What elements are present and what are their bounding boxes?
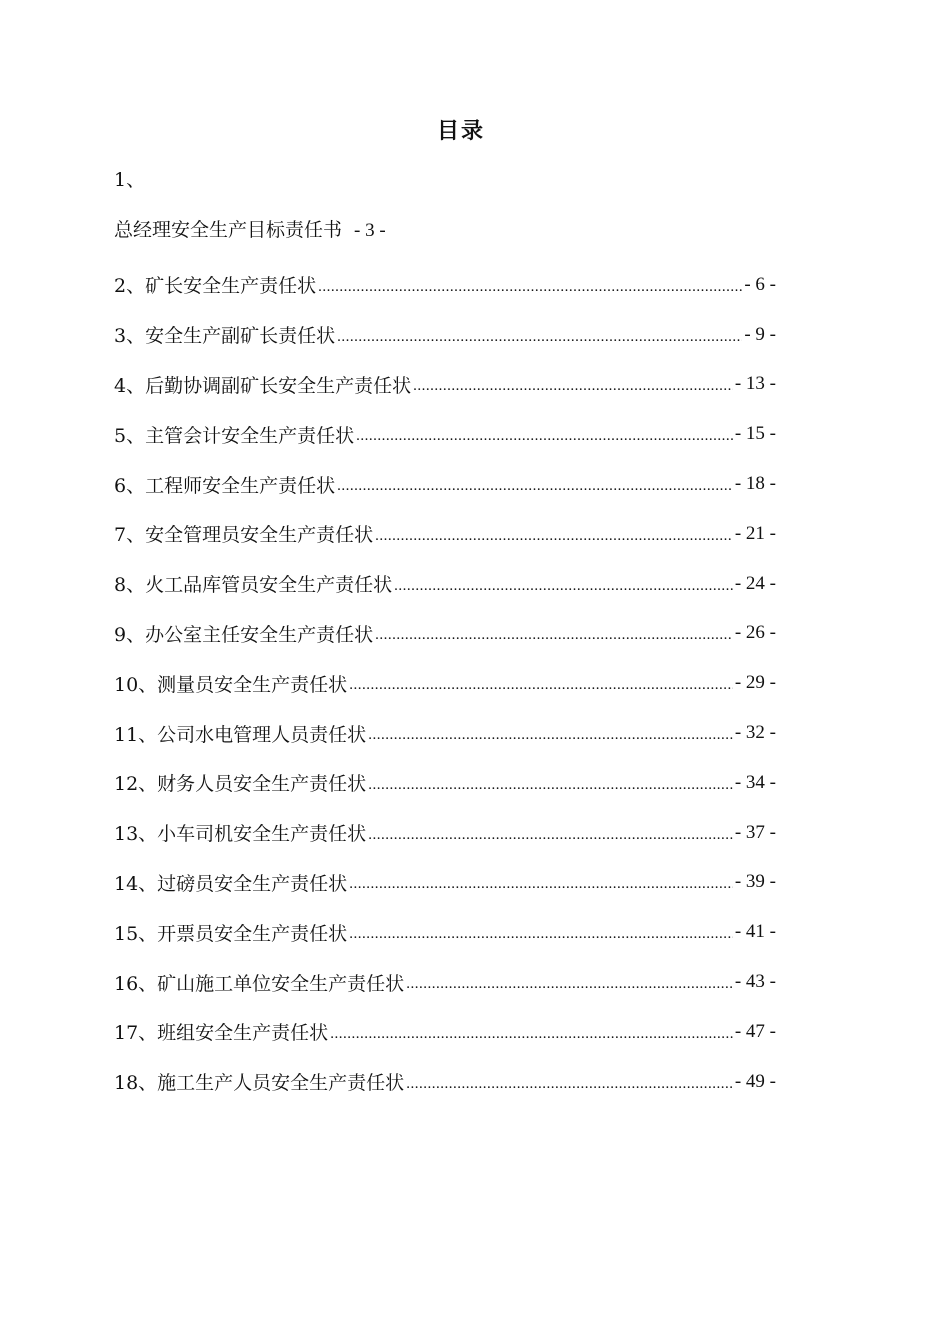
toc-entry-label: 14、过磅员安全生产责任状 — [114, 872, 348, 895]
dot-leader — [337, 472, 733, 496]
dot-leader — [349, 671, 733, 695]
toc-entry-1[interactable] — [114, 210, 776, 260]
toc-entry-17[interactable] — [114, 1007, 776, 1057]
toc-entry-page: - 18 - — [734, 473, 776, 495]
toc-entry-label: 9、办公室主任安全生产责任状 — [114, 623, 374, 646]
dot-leader — [375, 621, 733, 645]
toc-entry-11[interactable] — [114, 708, 776, 758]
toc-entry-14[interactable] — [114, 858, 776, 908]
toc-entry-label: 10、测量员安全生产责任状 — [114, 673, 348, 696]
dot-leader — [368, 821, 733, 845]
toc-entry-label: 15、开票员安全生产责任状 — [114, 922, 348, 945]
toc-entry-page: - 24 - — [734, 572, 776, 594]
toc-entry-8[interactable] — [114, 559, 776, 609]
toc-entry-page: - 49 - — [734, 1070, 776, 1092]
toc-entry-label: 8、火工品库管员安全生产责任状 — [114, 574, 393, 597]
toc-entry-label: 总经理安全生产目标责任书 — [114, 219, 343, 241]
toc-entry-label: 11、公司水电管理人员责任状 — [114, 723, 367, 746]
toc-entry-1-number[interactable] — [114, 160, 776, 210]
toc-entry-label: 12、财务人员安全生产责任状 — [114, 773, 367, 796]
toc-entry-7[interactable] — [114, 509, 776, 559]
toc-entry-label: 13、小车司机安全生产责任状 — [114, 823, 367, 846]
toc-entry-page: - 47 - — [734, 1020, 776, 1042]
toc-entry-label: 1、 — [114, 169, 146, 191]
dot-leader — [349, 920, 733, 944]
toc-entry-page: - 39 - — [734, 871, 776, 893]
toc-entry-13[interactable] — [114, 808, 776, 858]
toc-entry-page: - 34 - — [734, 771, 776, 793]
toc-entry-page: - 9 - — [744, 323, 776, 345]
dot-leader — [413, 372, 733, 396]
toc-entry-page: - 6 - — [744, 273, 776, 295]
toc-entry-page: - 41 - — [734, 921, 776, 943]
toc-entry-page: - 26 - — [734, 622, 776, 644]
dot-leader — [356, 422, 733, 446]
toc-entry-page: - 21 - — [734, 522, 776, 544]
dot-leader — [330, 1020, 733, 1044]
dot-leader — [368, 771, 733, 795]
toc-entry-5[interactable] — [114, 409, 776, 459]
toc-entry-12[interactable] — [114, 758, 776, 808]
toc-entry-4[interactable] — [114, 360, 776, 410]
toc-entry-3[interactable] — [114, 310, 776, 360]
toc-entry-page: - 29 - — [734, 672, 776, 694]
dot-leader — [406, 1070, 733, 1094]
toc-entry-2[interactable] — [114, 260, 776, 310]
toc-entry-page: - 13 - — [734, 373, 776, 395]
toc-entry-page: - 43 - — [734, 971, 776, 993]
table-of-contents — [114, 160, 776, 1107]
dot-leader — [337, 323, 742, 347]
toc-entry-page: - 15 - — [734, 423, 776, 445]
toc-entry-label: 18、施工生产人员安全生产责任状 — [114, 1072, 405, 1095]
toc-entry-label: 5、主管会计安全生产责任状 — [114, 424, 355, 447]
toc-entry-9[interactable] — [114, 609, 776, 659]
toc-entry-18[interactable] — [114, 1057, 776, 1107]
toc-entry-page: - 37 - — [734, 821, 776, 843]
toc-title: 目录 — [436, 119, 485, 144]
toc-entry-page: - 32 - — [734, 722, 776, 744]
dot-leader — [368, 721, 733, 745]
dot-leader — [349, 870, 733, 894]
toc-entry-label: 3、安全生产副矿长责任状 — [114, 325, 336, 348]
toc-entry-label: 16、矿山施工单位安全生产责任状 — [114, 972, 405, 995]
toc-entry-label: 7、安全管理员安全生产责任状 — [114, 524, 374, 547]
dot-leader — [394, 572, 733, 596]
toc-entry-6[interactable] — [114, 459, 776, 509]
toc-entry-label: 4、后勤协调副矿长安全生产责任状 — [114, 374, 412, 397]
toc-entry-label: 17、班组安全生产责任状 — [114, 1022, 329, 1045]
toc-entry-label: 6、工程师安全生产责任状 — [114, 474, 336, 497]
toc-entry-label: 2、矿长安全生产责任状 — [114, 275, 317, 298]
toc-entry-16[interactable] — [114, 957, 776, 1007]
toc-entry-page: - 3 - — [354, 220, 386, 241]
dot-leader — [375, 522, 733, 546]
toc-entry-15[interactable] — [114, 907, 776, 957]
toc-entry-10[interactable] — [114, 658, 776, 708]
dot-leader — [318, 273, 742, 297]
dot-leader — [406, 970, 733, 994]
